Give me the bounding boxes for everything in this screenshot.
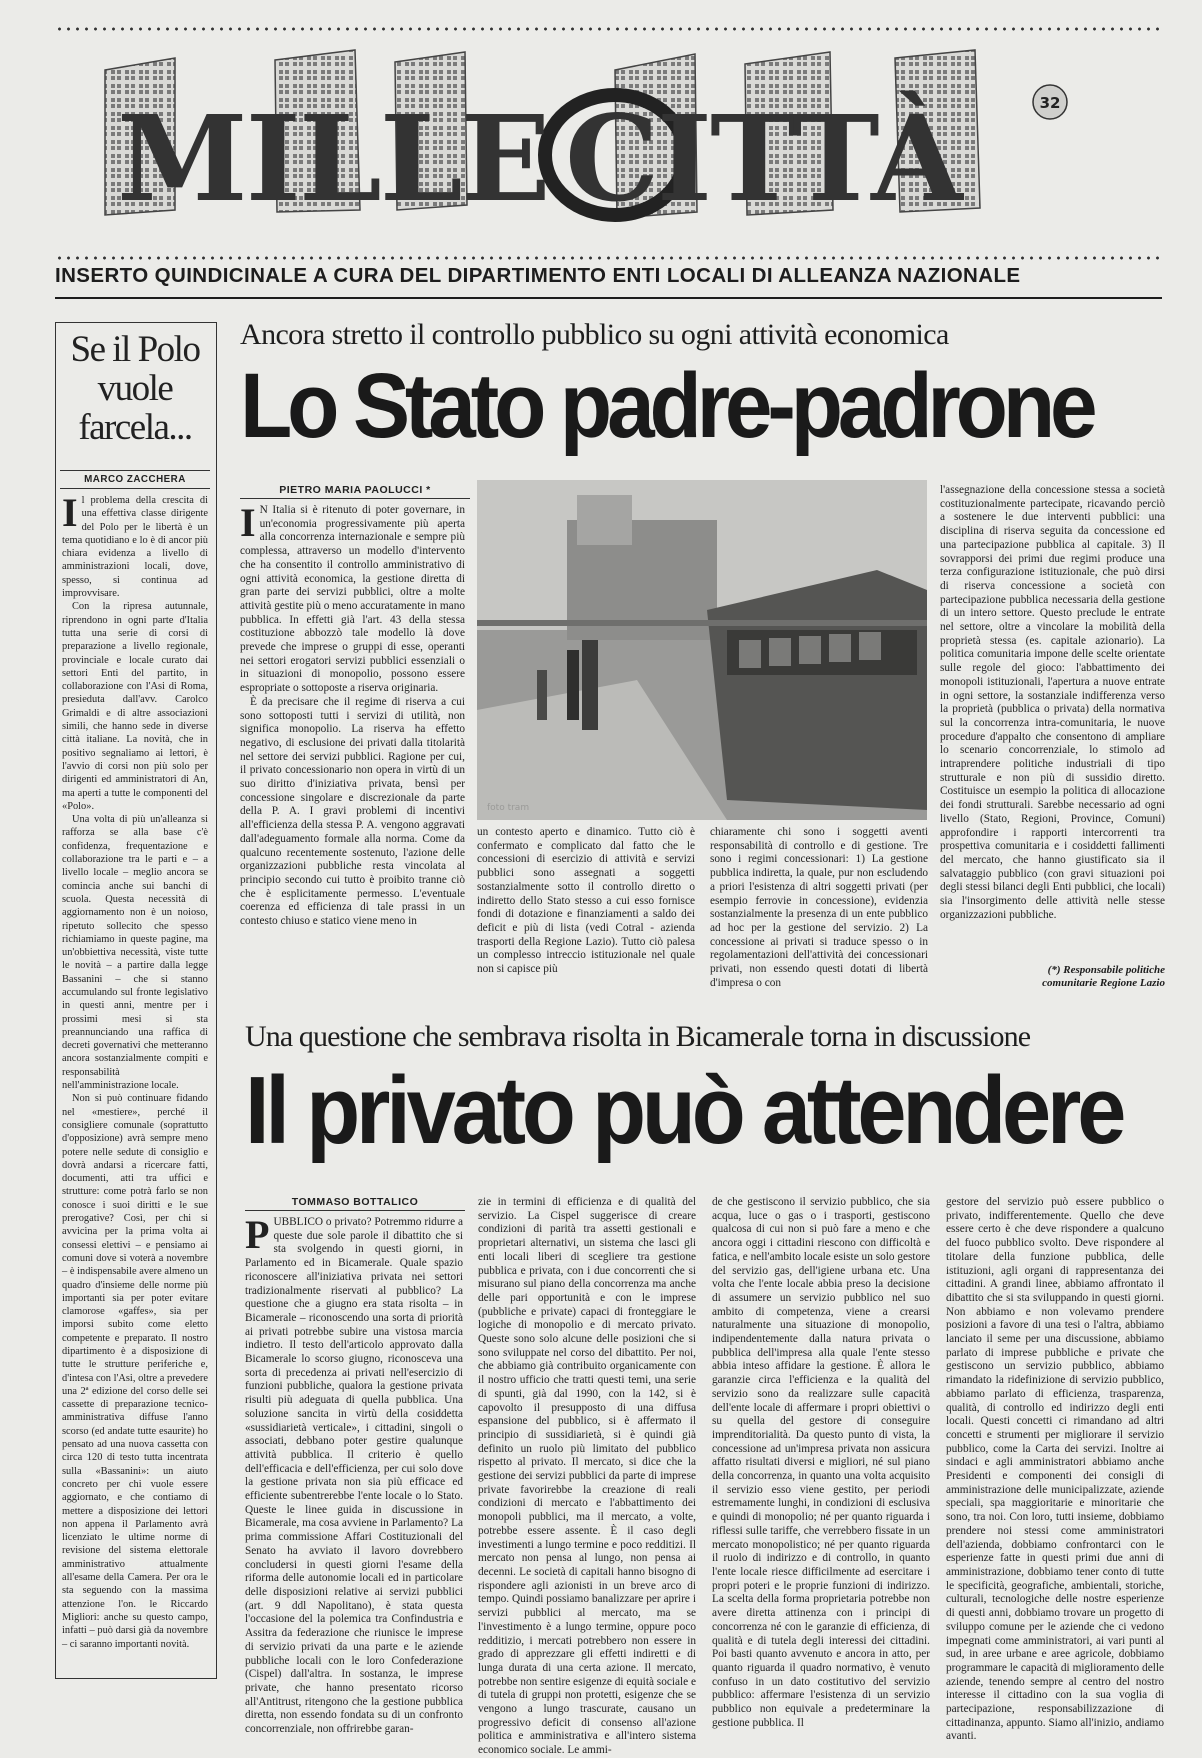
- article2-dropcap: P: [245, 1212, 270, 1257]
- masthead-subtitle: INSERTO QUINDICINALE A CURA DEL DIPARTIMENTO ENTI LOCALI DI ALLEANZA NAZIONALE: [55, 264, 1021, 287]
- article1-author-rule: [240, 498, 470, 499]
- article2-author-rule: [245, 1210, 465, 1211]
- sidebar-paragraph: Una volta di più un'alleanza si rafforza se alla base c'è confidenza, frequentazione e collaborazione tra le parti e – a livello locale – meglio ancora se comincia anche sui banchi di scuola. Questa necessità di aggiornamento non è un noioso, ripetuto sollecito che spesso richiamiamo in queste pagine, ma un'obbiettiva necessità, viste tutte le novità – a partire dalla legge Bassanini – che si stanno accumulando sul fronte legislativo in questi anni, mentre per i prossimi mesi si sta preannunciando una raffica di decreti governativi che metteranno ancora sostanzialmente compiti e responsabilità nell'amministrazione locale.: [62, 814, 208, 1092]
- sidebar-rule: [60, 470, 210, 471]
- sidebar-author: MARCO ZACCHERA: [84, 474, 186, 485]
- logo-text-mille: MILLE: [117, 89, 549, 228]
- article2-headline: Il privato può attendere: [245, 1057, 1123, 1164]
- article2-author: TOMMASO BOTTALICO: [291, 1196, 419, 1208]
- sidebar-dropcap: I: [62, 490, 78, 535]
- article2-kicker: Una questione che sembrava risolta in Bicamerale torna in discussione: [245, 1020, 1031, 1053]
- masthead-bottom-rule: [55, 297, 1162, 299]
- masthead-logo: [95, 40, 1085, 240]
- article1-col3: chiaramente chi sono i soggetti aventi responsabilità di controllo e di gestione. Tre sono i regimi concessionari: 1) La gestione pubblica indiretta, la quale, pur non escludendo a priori l'esistenza di altri soggetti privati (per esempio ferrovie in concessione), evidenzia sostanzialmente la presenza di un ente pubblico ad hoc per la gestione del servizio. 2) La concessione ai privati si traduce spesso o in regolamentazioni dell'attività dei concessionari privati, non essendo questi dotati di libertà d'impresa o con: [710, 826, 928, 989]
- article1-photo: [477, 480, 927, 820]
- article1-dropcap: I: [240, 500, 256, 545]
- sidebar-body: [62, 490, 208, 1669]
- article1-author: PIETRO MARIA PAOLUCCI *: [279, 484, 431, 496]
- masthead-dot-rule: [55, 255, 1162, 261]
- article1-headline: Lo Stato padre-padrone: [240, 355, 1093, 457]
- article1-kicker: Ancora stretto il controllo pubblico su ogni attività economica: [240, 318, 949, 351]
- issue-number: 32: [1039, 94, 1061, 112]
- sidebar-paragraph: Non si può continuare fidando nel «mestiere», perché il consigliere comunale (soprattutto d'opposizione) avrà sempre meno potere nelle sedute di consiglio e dovrà andarsi a ricercare fatti, documenti, atti tra uffici e strutture: come potrà farlo se non conosce i suoi diritti e le sue prerogative? Così, per chi si avvicina per la prima volta ai consessi elettivi – e pensiamo ai comuni dove si voterà a novembre – è indispensabile avere almeno un quadro d'insieme delle norme più importanti sia per poter evitare clamorose «gaffes», sia per imporsi subito come eletto competente e preparato. Il nostro dipartimento è a disposizione di tutte le strutture periferiche e, d'intesa con l'Asi, oltre a prevedere una 2ª edizione del corso delle sei cassette di preparazione tecnico-amministrativa diffuse l'anno scorso (ed andate tutte esaurite) ho pensato ad una nuova cassetta con circa 120 di testo tutta incentrata sulla «Bassanini»: un aiuto concreto per chi vuole essere aggiornato, e che contiamo di mettere a disposizione dei lettori non appena il Parlamento avrà licenziato le ultime norme di revisione del sistema elettorale amministrativo attualmente all'esame della Camera. Per ora le sta seguendo con la massima attenzione l'on. le Riccardo Migliori: anche su questo campo, infatti – può darsi già da novembre – ci saranno importanti novità.: [62, 1093, 208, 1650]
- article1-col1-para-b: È da precisare che il regime di riserva a cui sono sottoposti tutti i servizi di utilità, non significa monopolio. La riserva ha effetto negativo, di esclusione dei privati dalla titolarità nel settore dei servizi pubblici. Ragione per cui, il privato concessionario non opera in virtù di un suo diritto d'iniziativa privata, bensì per concessione singolare e discrezionale da parte della P. A. I gravi problemi di incentivi all'efficienza della stessa P. A. vengono aggravati dall'adeguamento formale alla norma. Come da qualcuno recentemente sostenuto, l'azione delle organizzazioni pubbliche resta vincolata al principio secondo cui tutto è proibito tranne ciò che è esplicitamente permesso. L'eventuale coerenza ed efficienza di tale prassi in un contesto chiuso e statico viene meno in: [240, 695, 465, 928]
- article2-col1-para: UBBLICO o privato? Potremmo ridurre a queste due sole parole il dibattito che si sta svolgendo in questi giorni, in Parlamento ed in Bicamerale. Quale spazio riconoscere all'iniziativa privata nei settori tradizionalmente riservati al pubblico? La questione che a giugno era stata risolta – in Bicamerale – riconoscendo una sorta di priorità ai privati potrebbe subire una vistosa marcia indietro. Il testo dell'articolo approvato dalla Bicamerale lo scorso giugno, riconosceva una sorta di precedenza ai privati nell'esercizio di funzioni pubbliche, qualora la gestione privata risulti più adeguata di quella pubblica. Una soluzione sancita in virtù della cosiddetta «sussidiarietà verticale», i cittadini, singoli o associati, debbano poter gestire qualunque attività pubblica. Il criterio è quello dell'efficacia e dell'efficienza, per cui solo dove la gestione privata non sia più efficace ed efficiente subentrerebbe l'ente locale o lo Stato. Queste le linee guida in discussione in Bicamerale, ma cosa avviene in Parlamento? La prima commissione Affari Costituzionali del Senato ha avviato il lavoro dovrebbero concludersi in questi giorni l'esame della riforma delle autonomie locali ed in particolare delle disposizioni relative ai servizi pubblici (art. 9 ddl Napolitano), è stata questa l'occasione del la polemica tra Confindustria e Assitra da federazione che riunisce le imprese di servizio privati da una parte e le aziende pubbliche locali con le loro Confederazione (Cispel) dall'altra. In sostanza, le imprese private, che hanno presentato ricorso all'Antitrust, ritengono che la gestione pubblica diretta, non essendo fondata su di un confronto concorrenziale, non offrirebbe garan-: [245, 1216, 463, 1736]
- article1-footnote-1: (*) Responsabile politiche: [1047, 964, 1165, 976]
- logo-text-citta: CITTÀ: [565, 89, 961, 228]
- article1-col4: l'assegnazione della concessione stessa a società costituzionalmente partecipate, ricavando perciò a sostenere le due interventi pubblici: una disciplina di riserva seguita da concessione ed una partecipazione pubblica al capitale. 3) Il sovrapporsi dei primi due regimi produce una terza configurazione istituzionale, che può dirsi di riserva concessione a società con partecipazione pubblica necessaria della gestione di un intero settore. Questo preclude le entrate nel settore, oltre a vincolare la mobilità della proprietà stessa (es. capitale azionario). La politica comunitaria impone delle scelte orientate sulle regole del gioco: l'abbattimento dei monopoli istituzionali, l'apertura a nuove entrate in ogni settore, la sostanziale indifferenza verso la proprietà (pubblica o privata) della normativa sul la concorrenza intra-comunitaria, le nuove procedure d'appalto che consentono di ampliare lo scenario concorrenziale, lo stimolo ad intraprendere politiche industriali di tipo strutturale e non più di sussidio diretto. Costituisce un esempio la politica di allocazione dei fondi strutturali. Sarebbe necessario ad ogni livello (Stato, Regioni, Province, Comuni) approfondire i rapporti intercorrenti tra prospettiva comunitaria e i cosiddetti fallimenti del mercato, che hanno giustificato sia il salvataggio pubblico (con gravi situazioni poi degli stessi bilanci degli Enti pubblici, che locali) sia l'insorgimento delle attività nelle stesse organizzazioni pubbliche.: [940, 484, 1165, 921]
- top-dot-rule: [55, 26, 1162, 32]
- photo-description: foto tram: [487, 803, 530, 813]
- article2-col4: gestore del servizio può essere pubblico o privato, indifferentemente. Quello che deve essere certo è che deve rispondere a qualcuno del fuoco pubblico svolto. Deve rispondere al titolare della funzione pubblica, delle istituzioni, agli organi di rappresentanza dei cittadini. A grandi linee, abbiamo affrontato il dibattito che si sta sviluppando in questi giorni. Non abbiamo e non volevamo prendere posizioni a favore di una tesi o l'altra, abbiamo lanciato il seme per una discussione, abbiamo parlato di imprese pubbliche e private che gestiscono un servizio pubblico, abbiamo rimandato la ridefinizione di servizio pubblico, abbiamo parlato di efficienza, trasparenza, qualità, di controllo ed indirizzo degli enti locali. Questi concetti ci rimandano ad altri concetti e strumenti per migliorare il servizio pubblico, come la Carta dei servizi. Inoltre ai sindaci e agli amministratori abbiamo anche Presidenti e componenti dei consigli di amministrazione delle municipalizzate, aziende speciali, spa maggioritarie e minoritarie che sono, tra noi. Con loro, tutti insieme, dobbiamo prendere noi stessi come amministratori dell'azienda, dobbiamo confrontarci con le esperienze fatte in questi primi due anni di amministrazione, dobbiamo tener conto di tutte le specificità, geografiche, ambientali, storiche, culturali, tecnologiche delle nostre esperienze di questi anni, dobbiamo trovare un progetto di sviluppo comune per le aziende che ci vedono impegnati come amministratori, ai vari punti al sud, in aree urbane e aree agricole, dobbiamo programmare le capacità di miglioramento delle aziende, tenendo sempre al centro del nostro interesse il cittadino con la sua voglia di partecipazione, responsabilizzazione di cittadinanza, appunto. Siamo all'inizio, andiamo avanti.: [946, 1196, 1164, 1743]
- sidebar-rule-2: [60, 488, 210, 489]
- article2-col3: de che gestiscono il servizio pubblico, che sia acqua, luce o gas o i trasporti, gestiscono qualcosa di cui non si può fare a meno e che ancora oggi i cittadini riescono con difficoltà e fatica, e nell'ambito locale esiste un solo gestore del servizio gas, dell'igiene urbana etc. Una volta che l'ente locale abbia preso la decisione di assumere un servizio pubblico nel suo ambito di competenza, viene a crearsi naturalmente una situazione di monopolio, indipendentemente dalla natura privata o pubblica dell'impresa alla quale l'ente stesso abbia inteso affidare la gestione. È allora le garanzie circa l'efficienza e la qualità del servizio sono da realizzare sulle capacità dell'ente locale di affermare i propri obiettivi o su quella del gestore di conseguire imprenditorialità. Da questo punto di vista, la concessione ad un'impresa privata non assicura affatto risultati diversi e migliori, né sul piano della concorrenza, in quanto una volta acquisito il servizio esso viene gestito, per periodi estremamente lunghi, in condizioni di esclusiva e quindi di monopolio; né per quanto riguarda i riflessi sulle tariffe, che verrebbero fissate in un mercato monopolistico; né per quanto riguarda il ruolo di indirizzo e di controllo, in quanto l'ente locale riesce difficilmente ad esercitare i propri poteri e le proprie funzioni di indirizzo. La scelta della forma proprietaria potrebbe non avere diretta attinenza con i principi di concorrenza né con le garanzie di efficienza, di qualità e di tutela degli interessi dei cittadini. Poi basti quanto avvenuto e ancora in atto, per quanto riguarda il quadro normativo, è venuto confuso in un dato costitutivo del servizio pubblico: affermare l'esistenza di un servizio pubblico non equivale a predeterminare la gestione pubblica. Il: [712, 1196, 930, 1729]
- article1-col1-para: N Italia si è ritenuto di poter governare, in un'economia progressivamente più aperta alla concorrenza internazionale e sempre più complessa, attraverso un modello d'intervento che ha consentito il controllo amministrativo di ogni attività economica, la gestione diretta di gran parte dei servizi pubblici, oltre a molte attività gestite più o meno accuratamente in mano pubblica. In effetti già l'art. 43 della stessa costituzione abbozzò tale modello là dove prevede che imprese o gruppi di esse, operanti nei settori erogatori servizi pubblici essenziali o in situazioni di monopolio, possono essere espropriate o sottoposte a riserva originaria.: [240, 504, 465, 695]
- article1-col1: [240, 500, 465, 984]
- article1-col2: un contesto aperto e dinamico. Tutto ciò è confermato e complicato dal fatto che le concessioni di esercizio di attività e servizi pubblici sono assegnati a soggetti sostanzialmente sotto il controllo diretto o indiretto dello Stato stesso a cui esso fornisce fondi di dotazione e finanziamenti a saldo dei deficit e più di lista (vedi Cotral - azienda trasporti della Regione Lazio). Tutto ciò palesa un complesso intreccio istituzionale nel quale non si capisce più: [477, 826, 695, 976]
- sidebar-title: Se il Polo vuole farcela...: [70, 329, 200, 448]
- article1-footnote-2: comunitarie Regione Lazio: [1042, 977, 1165, 989]
- article2-col1: [245, 1212, 463, 1736]
- article2-col2: zie in termini di efficienza e di qualità del servizio. La Cispel suggerisce di creare condizioni di parità tra assetti gestionali e proprietari alternativi, un sistema che lasci gli enti locali liberi di scegliere tra gestione pubblica e privata, con i due concorrenti che si misurano sul piano della concorrenza ma anche delle pari opportunità e con le imprese (pubbliche e private) capaci di fronteggiare le logiche di monopolio e di mercato privato. Queste sono solo alcune delle posizioni che si sono sviluppate nel corso del dibattito. Per noi, che abbiamo già contribuito organicamente con il nostro ufficio che tratti questi temi, una serie di spunti, già dal 1990, con la 142, si è capovolto il presupposto di una diffusa espansione del pubblico, si è affermato il principio di sussidiarietà, si è quindi già definito un ruolo più limitato del pubblico rispetto al privato. Il mercato, si dice che la gestione dei servizi pubblici da parte di imprese private favorirebbe la creazione di reali condizioni di mercato e l'abbattimento dei monopoli pubblici, ma il mercato, a volte, potrebbe essere assente. È il caso degli investimenti a lungo termine e poco redditizi. Il mercato non pensa al lungo, non pensa ai decenni. Le società di capitali hanno bisogno di rispondere agli azionisti in un breve arco di tempo. Quindi possiamo banalizzare per aprire i servizi pubblici al mercato, ma se l'investimento è a lungo termine, oppure poco redditizio, i mercati potrebbero non essere in grado di apprezzare gli effetti indiretti e di lunga durata di una certa azione. Il mercato, potrebbe non sentire esigenze di equità sociale e di tutela di gruppi non protetti, esigenze che se vengono a lungo trascurate, causano un progressivo deficit di consenso all'azione politica e amministrativa e all'intero sistema economico sociale. Le ammi-: [478, 1196, 697, 1757]
- sidebar-paragraph: l problema della crescita di una effettiva classe dirigente del Polo per le libertà è un tema quotidiano e lo è di ancor più chiara evidenza a livello di amministrazioni locali, dove, spesso, si continua ad improvvisare.: [62, 495, 208, 600]
- sidebar-paragraph: Con la ripresa autunnale, riprendono in ogni parte d'Italia tutta una serie di corsi di preparazione a livello regionale, provinciale e locale curato dai settori Enti del partito, in collaborazione con l'Asi di Roma, presieduta dall'avv. Carolco Grimaldi e di altre associazioni simili, che hanno sede in diverse città italiane. La novità, che in positivo segnaliamo ai lettori, è l'avvio di corsi non più solo per dirigenti ed amministratori di An, ma aperti a tutte le componenti del «Polo».: [62, 601, 208, 812]
